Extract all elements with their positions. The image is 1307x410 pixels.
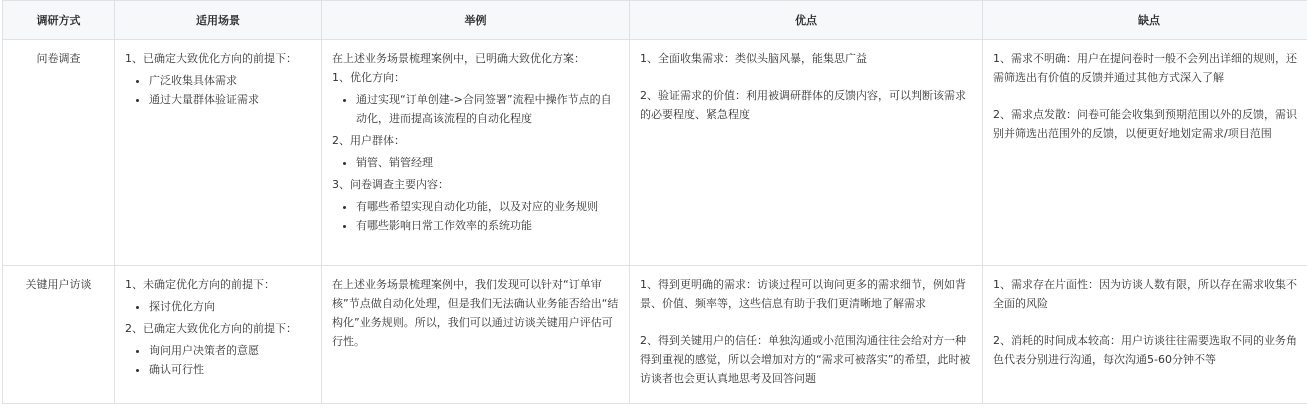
list-item: • 确认可行性: [149, 360, 311, 379]
example-heading: 3、问卷调查主要内容：: [332, 178, 449, 191]
comparison-table: [2, 0, 1307, 404]
table-row: [3, 266, 1307, 404]
cons-text: 2、消耗的时间成本较高：用户访谈往往需要选取不同的业务角色代表分别进行沟通，每次沟通5-60分钟不等: [993, 334, 1297, 366]
example-intro: 在上述业务场景梳理案例中，已明确大致优化方案：: [332, 52, 585, 65]
example-cell: [322, 266, 630, 404]
cons-cell: [983, 266, 1307, 404]
example-list: [332, 90, 619, 128]
header-row: [3, 1, 1307, 40]
list-item: • 探讨优化方向: [149, 297, 311, 316]
scenario-list: [125, 297, 311, 316]
pros-cell: [630, 40, 983, 266]
list-item: • 询问用户决策者的意愿: [149, 341, 311, 360]
pros-text: 2、得到关键用户的信任：单独沟通或小范围沟通往往会给对方一种得到重视的感觉，所以会增加对方的“需求可被落实”的希望，此时被访谈者也会更认真地思考及回答问题: [640, 334, 971, 385]
table-row: [3, 40, 1307, 266]
scenario-text: 1、已确定大致优化方向的前提下：: [125, 52, 297, 65]
header-example: 举例: [322, 1, 630, 40]
scenario-list: [125, 71, 311, 109]
example-heading: 2、用户群体：: [332, 134, 405, 147]
header-pros: 优点: [630, 1, 983, 40]
scenario-cell: [115, 266, 322, 404]
header-method: 调研方式: [3, 1, 115, 40]
scenario-text: 1、未确定优化方向的前提下：: [125, 278, 275, 291]
list-item: • 通过大量群体验证需求: [149, 90, 311, 109]
cons-text: 1、需求不明确：用户在提问卷时一般不会列出详细的规则，还需筛选出有价值的反馈并通过其他方式深入了解: [993, 52, 1297, 84]
list-item: • 广泛收集具体需求: [149, 71, 311, 90]
scenario-cell: [115, 40, 322, 266]
cons-text: 2、需求点发散：问卷可能会收集到预期范围以外的反馈，需识别并筛选出范围外的反馈，以便更好地划定需求/项目范围: [993, 108, 1297, 140]
header-scenario: 适用场景: [115, 1, 322, 40]
example-heading: 1、优化方向：: [332, 71, 405, 84]
example-list: [332, 197, 619, 235]
method-cell: 问卷调查: [3, 40, 115, 266]
list-item: • 有哪些希望实现自动化功能，以及对应的业务规则: [356, 197, 619, 216]
scenario-list: [125, 341, 311, 379]
pros-text: 1、得到更明确的需求：访谈过程可以询问更多的需求细节，例如背景、价值、频率等，这些信息有助于我们更清晰地了解需求: [640, 278, 966, 310]
pros-text: 1、全面收集需求：类似头脑风暴，能集思广益: [640, 52, 867, 65]
cons-cell: [983, 40, 1307, 266]
list-item: • 通过实现“订单创建->合同签署”流程中操作节点的自动化，进而提高该流程的自动化程度: [356, 90, 619, 128]
list-item: • 销管、销管经理: [356, 153, 619, 172]
scenario-text: 2、已确定大致优化方向的前提下：: [125, 322, 297, 335]
example-intro: 在上述业务场景梳理案例中，我们发现可以针对“订单审核”节点做自动化处理，但是我们无法确认业务能否给出“结构化”业务规则。所以，我们可以通过访谈关键用户评估可行性。: [332, 278, 619, 348]
example-cell: [322, 40, 630, 266]
method-cell: 关键用户访谈: [3, 266, 115, 404]
pros-cell: [630, 266, 983, 404]
pros-text: 2、验证需求的价值：利用被调研群体的反馈内容，可以判断该需求的必要程度、紧急程度: [640, 89, 966, 121]
header-cons: 缺点: [983, 1, 1307, 40]
list-item: • 有哪些影响日常工作效率的系统功能: [356, 216, 619, 235]
example-list: [332, 153, 619, 172]
cons-text: 1、需求存在片面性：因为访谈人数有限，所以存在需求收集不全面的风险: [993, 278, 1297, 310]
